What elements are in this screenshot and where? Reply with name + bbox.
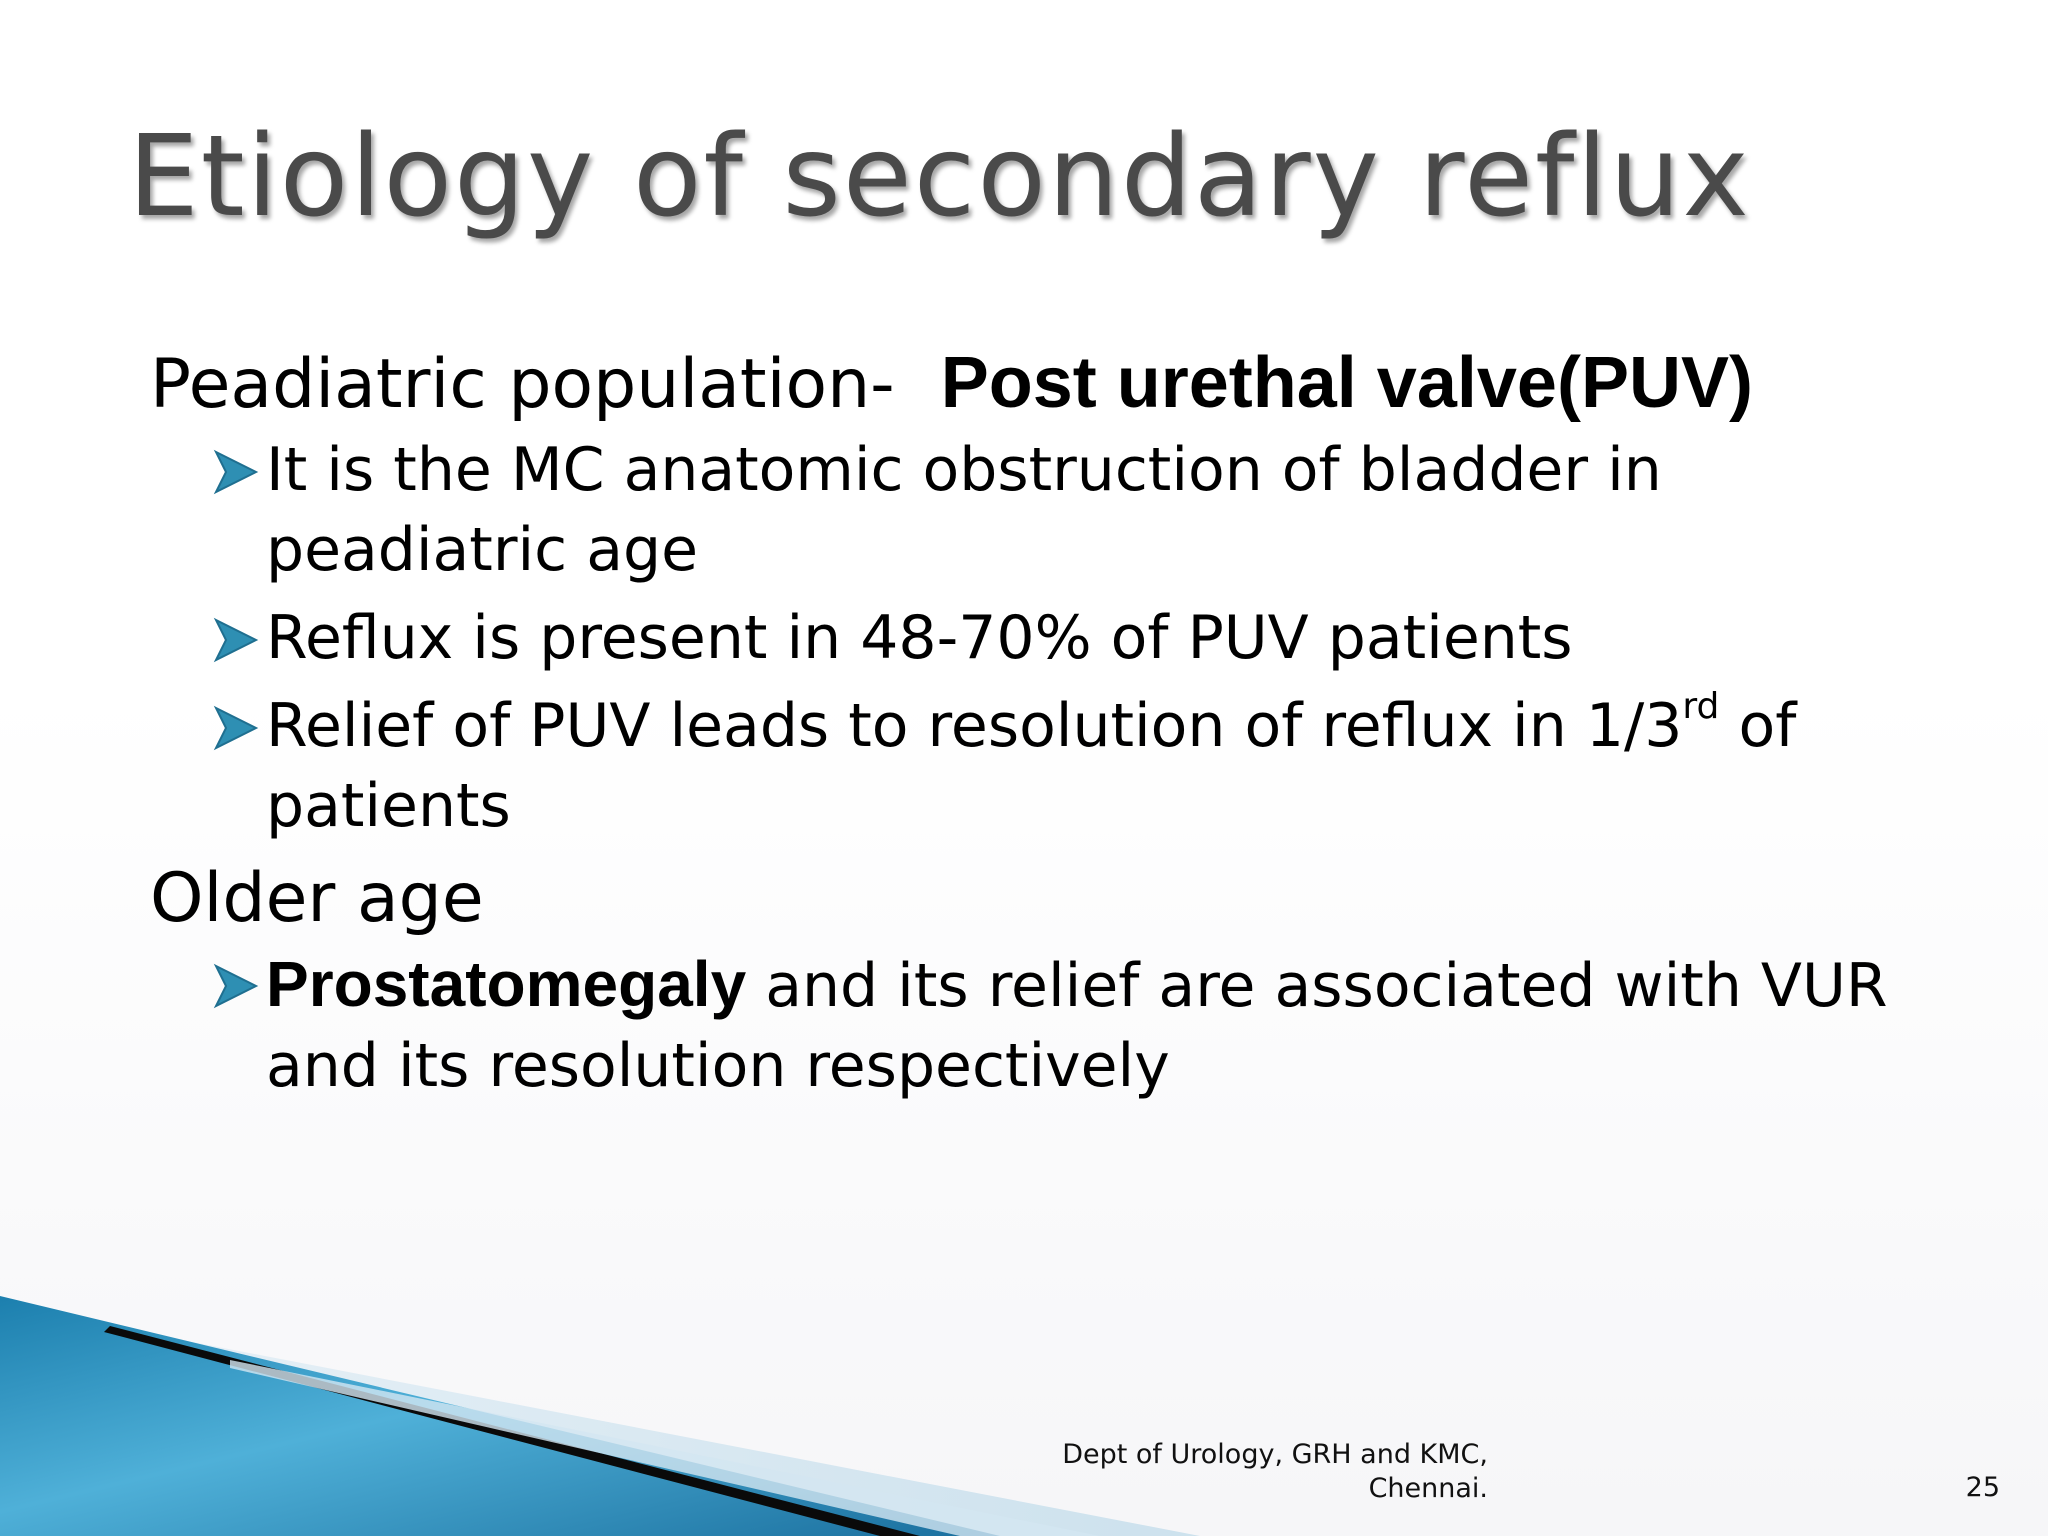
bullet-text: Reflux is present in 48-70% of PUV patients bbox=[266, 603, 1573, 673]
arrow-bullet-icon bbox=[212, 704, 260, 752]
bullet-text: Relief of PUV leads to resolution of reflux in 1/3 bbox=[266, 691, 1683, 761]
footer-department bbox=[1000, 1438, 1488, 1506]
arrow-bullet-icon bbox=[212, 616, 260, 664]
list-item bbox=[150, 598, 1940, 678]
bullet-bold-term: Prostatomegaly bbox=[266, 948, 747, 1020]
section-heading-older-age: Older age bbox=[150, 859, 484, 938]
arrow-bullet-icon bbox=[212, 962, 260, 1010]
bullet-text-continued: of patients bbox=[266, 691, 1797, 841]
bullet-list-paediatric bbox=[150, 430, 1940, 846]
section-heading-paediatric bbox=[150, 338, 1940, 430]
arrow-bullet-icon bbox=[212, 448, 260, 496]
slide-title: Etiology of secondary reflux bbox=[128, 112, 1751, 242]
slide-content bbox=[150, 338, 1940, 1114]
bullet-text: It is the MC anatomic obstruction of bladder in peadiatric age bbox=[266, 435, 1662, 585]
list-item bbox=[150, 686, 1940, 846]
footer-line: Chennai. bbox=[1368, 1473, 1488, 1504]
list-item bbox=[150, 430, 1940, 590]
footer-line: Dept of Urology, GRH and KMC, bbox=[1062, 1439, 1488, 1470]
list-item bbox=[150, 944, 1940, 1106]
bullet-list-older-age bbox=[150, 944, 1940, 1106]
bullet-text: and its relief are associated with VUR and its resolution respectively bbox=[266, 951, 1888, 1101]
heading-label: Peadiatric population- bbox=[150, 345, 895, 424]
heading-bold-term: Post urethal valve(PUV) bbox=[940, 343, 1753, 423]
page-number: 25 bbox=[1965, 1472, 2000, 1503]
superscript: rd bbox=[1682, 686, 1720, 727]
